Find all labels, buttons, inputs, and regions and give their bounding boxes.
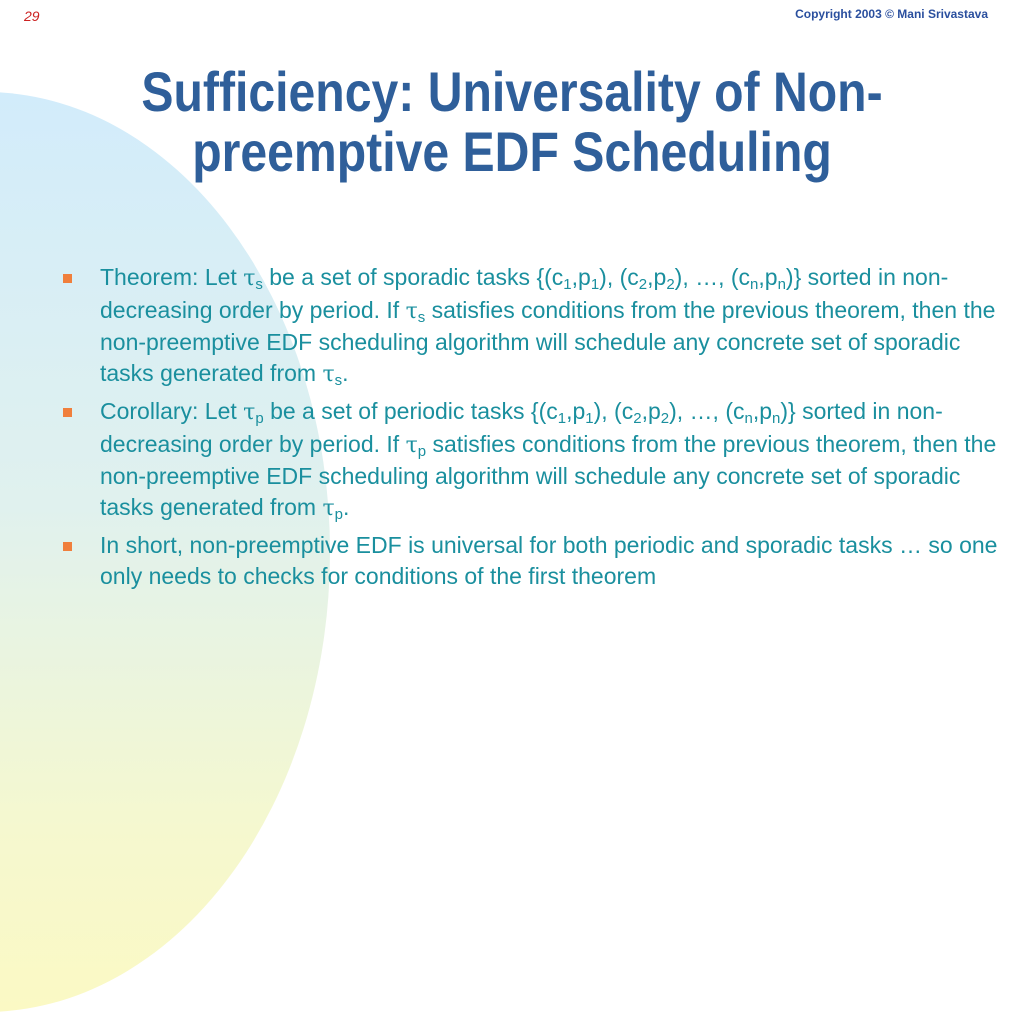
subscript: 2	[666, 276, 675, 293]
slide-number: 29	[24, 8, 40, 24]
text-run: be a set of periodic tasks {(c	[263, 398, 558, 424]
square-bullet-icon	[63, 408, 72, 417]
subscript: 2	[660, 410, 670, 427]
text-run: ,p	[758, 264, 778, 290]
subscript: n	[777, 276, 786, 293]
subscript: n	[744, 410, 753, 427]
bullet-item-corollary	[60, 396, 1020, 524]
text-run: satisfies conditions from the previous theorem, then the non-preemptive EDF scheduling algorithm will schedule any concrete set of sporadic tasks generated from	[100, 430, 997, 520]
copyright-notice: Copyright 2003 © Mani Srivastava	[795, 7, 988, 21]
text-run: ), …, (c	[669, 398, 745, 424]
text-run: ,p	[641, 398, 661, 424]
text-run: )} sorted in non-decreasing order by period. If	[100, 398, 943, 457]
text-run: In short, non-preemptive EDF is universal for both periodic and sporadic tasks … so one only needs to checks for conditions of the first theorem	[100, 532, 998, 589]
subscript: 2	[633, 410, 642, 427]
subscript: 1	[585, 410, 594, 427]
subscript: s	[334, 371, 343, 389]
subscript: s	[417, 308, 426, 326]
text-run: ,p	[566, 398, 586, 424]
text-run: satisfies conditions from the previous theorem, then the non-preemptive EDF scheduling algorithm will schedule any concrete set of sporadic tasks generated from	[100, 296, 996, 386]
subscript: 1	[557, 410, 567, 427]
text-run: )} sorted in non-decreasing order by period. If	[100, 264, 949, 323]
square-bullet-icon	[63, 542, 72, 551]
tau-symbol: τ	[243, 400, 256, 425]
text-run: Theorem: Let	[100, 264, 244, 290]
subscript: n	[772, 410, 781, 427]
subscript: 2	[638, 276, 648, 293]
text-run: ,p	[752, 398, 773, 424]
text-run: Corollary: Let	[100, 398, 244, 424]
text-run: .	[342, 493, 350, 520]
tau-symbol: τ	[322, 361, 335, 387]
bullet-list	[60, 262, 1020, 597]
square-bullet-icon	[63, 274, 72, 283]
bullet-item-summary	[60, 530, 1020, 591]
text-run: be a set of sporadic tasks {(c	[262, 264, 564, 290]
text-run: ,p	[571, 264, 591, 290]
subscript: 1	[590, 276, 600, 293]
tau-symbol: τ	[405, 432, 418, 458]
slide-title	[72, 62, 953, 182]
subscript: 1	[563, 276, 572, 293]
text-run: ), …, (c	[674, 264, 751, 290]
subscript: p	[417, 442, 427, 460]
slide-title-line-1: Sufficiency: Universality of Non-	[141, 60, 883, 123]
subscript: n	[750, 276, 759, 293]
tau-symbol: τ	[322, 495, 335, 521]
slide-title-line-2: preemptive EDF Scheduling	[192, 120, 832, 183]
subscript: s	[255, 276, 263, 293]
text-run: ,p	[647, 264, 667, 290]
tau-symbol: τ	[243, 266, 256, 291]
tau-symbol: τ	[405, 298, 418, 324]
text-run: ), (c	[599, 264, 639, 290]
subscript: p	[334, 505, 343, 523]
subscript: p	[255, 410, 264, 427]
text-run: .	[342, 359, 349, 386]
text-run: ), (c	[593, 398, 634, 424]
bullet-item-theorem	[60, 262, 1020, 390]
